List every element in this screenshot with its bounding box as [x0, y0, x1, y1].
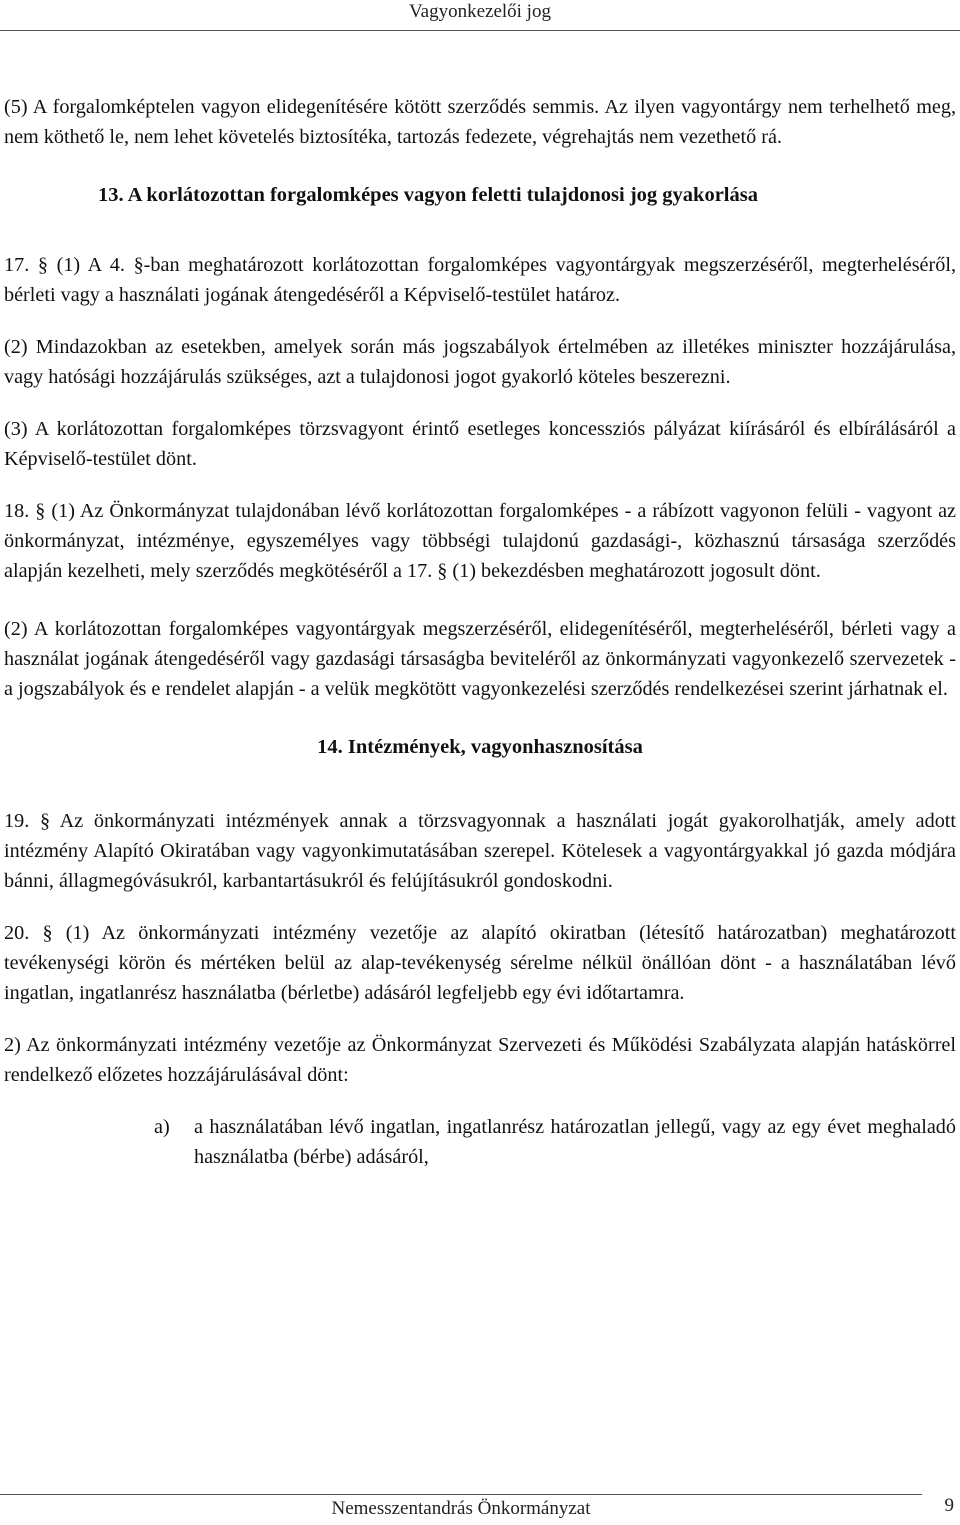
list-item-text: a használatában lévő ingatlan, ingatlanrész határozatlan jellegű, vagy az egy évet meghaladó használatba (bérbe) adásáról, — [194, 1116, 956, 1168]
paragraph-18-1: 18. § (1) Az Önkormányzat tulajdonában lévő korlátozottan forgalomképes - a rábízott vagyonon felüli - vagyont az önkormányzat, intézménye, egyszemélyes vagy többségi tulajdonú gazdasági-, közhasznú társasága szerződés alapján kezelheti, mely szerződés megkötéséről a 17. § (1) bekezdésben meghatározott jogosult dönt. — [4, 500, 956, 582]
document-body — [4, 92, 956, 1172]
footer-divider — [0, 1494, 922, 1495]
paragraph-17-1: 17. § (1) A 4. §-ban meghatározott korlátozottan forgalomképes vagyontárgyak megszerzéséről, megterheléséről, bérleti vagy a használati jogának átengedéséről a Képviselő-testület határoz. — [4, 254, 956, 306]
list-item-label: a) — [154, 1116, 170, 1138]
header-divider — [0, 30, 960, 31]
paragraph-17-2: (2) Mindazokban az esetekben, amelyek során más jogszabályok értelmében az illetékes miniszter hozzájárulása, vagy hatósági hozzájárulás szükséges, azt a tulajdonosi jogot gyakorló köteles beszerezni. — [4, 336, 956, 388]
paragraph-19: 19. § Az önkormányzati intézmények annak a törzsvagyonnak a használati jogát gyakorolhatják, amely adott intézmény Alapító Okiratában vagy vagyonkimutatásában szerepel. Kötelesek a vagyontárgyakkal jó gazda módjára bánni, állagmegóvásukról, karbantartásukról és felújításukról gondoskodni. — [4, 810, 956, 892]
section-heading-13: 13. A korlátozottan forgalomképes vagyon feletti tulajdonosi jog gyakorlása — [98, 184, 758, 206]
paragraph-20-1: 20. § (1) Az önkormányzati intézmény vezetője az alapító okiratban (létesítő határozatban) meghatározott tevékenységi körön és mértéken belül az alap-tevékenység sérelme nélkül önállóan dönt - a használatában lévő ingatlan, ingatlanrész használatba (bérletbe) adásáról legfeljebb egy évi időtartamra. — [4, 922, 956, 1004]
section-heading-14: 14. Intézmények, vagyonhasznosítása — [317, 736, 643, 758]
footer-organization: Nemesszentandrás Önkormányzat — [331, 1498, 591, 1519]
paragraph-18-2: (2) A korlátozottan forgalomképes vagyontárgyak megszerzéséről, elidegenítéséről, megterheléséről, bérleti vagy a használat jogának átengedéséről vagy gazdasági társaságba beviteléről az önkormányzati vagyonkezelő szervezetek - a jogszabályok és e rendelet alapján - a velük megkötött vagyonkezelési szerződés rendelkezései szerint járhatnak el. — [4, 618, 956, 700]
list-item — [4, 1112, 956, 1172]
header-title: Vagyonkezelői jog — [409, 1, 551, 22]
paragraph-5-5: (5) A forgalomképtelen vagyon elidegenítésére kötött szerződés semmis. Az ilyen vagyontárgy nem terhelhető meg, nem köthető le, nem lehet követelés biztosítéka, tartozás fedezete, végrehajtás nem vezethető rá. — [4, 96, 956, 148]
paragraph-17-3: (3) A korlátozottan forgalomképes törzsvagyont érintő esetleges koncessziós pályázat kiírásáról és elbírálásáról a Képviselő-testület dönt. — [4, 418, 956, 470]
page-number: 9 — [944, 1495, 954, 1516]
enumerated-list — [4, 1112, 956, 1172]
running-header — [0, 0, 960, 30]
paragraph-20-2: 2) Az önkormányzati intézmény vezetője az Önkormányzat Szervezeti és Működési Szabályzata alapján hatáskörrel rendelkező előzetes hozzájárulásával dönt: — [4, 1034, 956, 1086]
